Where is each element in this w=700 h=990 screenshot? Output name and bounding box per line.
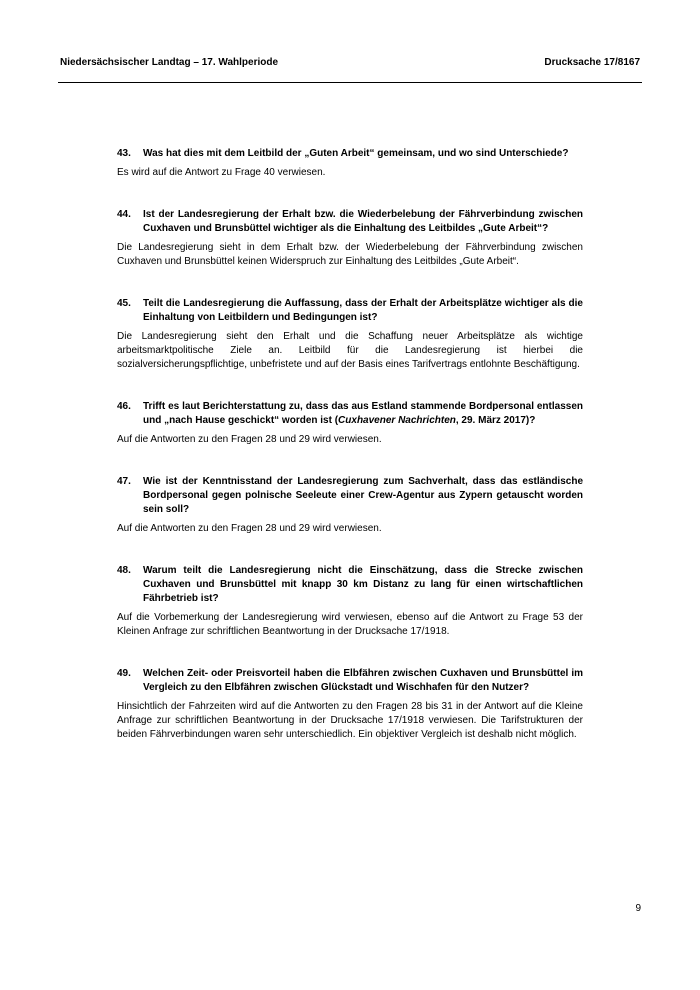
question-text-part: Trifft es laut Berichterstattung zu, dass das aus Estland stammende Bordpersonal entlassen und „nach Hause geschickt“ worden ist (	[143, 401, 583, 426]
question-45	[117, 297, 583, 325]
question-number: 47.	[117, 476, 131, 487]
answer-43: Es wird auf die Antwort zu Frage 40 verwiesen.	[117, 167, 326, 178]
question-text: Teilt die Landesregierung die Auffassung, dass der Erhalt der Arbeitsplätze wichtiger als die Einhaltung von Leitbildern und Bedingungen ist?	[143, 298, 583, 323]
question-text-part: , 29. März 2017)?	[455, 415, 536, 426]
question-text: Ist der Landesregierung der Erhalt bzw. die Wiederbelebung der Fährverbindung zwischen Cuxhaven und Brunsbüttel wichtiger als die Einhaltung des Leitbildes „Gute Arbeit“?	[143, 209, 583, 234]
qa-item-43	[117, 147, 583, 180]
question-text: Wie ist der Kenntnisstand der Landesregierung zum Sachverhalt, dass das estländische Bordpersonal gegen polnische Seeleute einer Crew-Agentur aus Zypern getauscht worden sein soll?	[143, 476, 583, 515]
question-number: 49.	[117, 668, 131, 679]
document-body	[117, 147, 583, 742]
newspaper-title: Cuxhavener Nachrichten	[338, 415, 456, 426]
question-48	[117, 564, 583, 606]
answer-45: Die Landesregierung sieht den Erhalt und die Schaffung neuer Arbeitsplätze als wichtige arbeitsmarktpolitische Ziele an. Leitbild für die Landesregierung ist hierbei die sozialversicherungspflichtige, unbefristete und auf der Basis eines Tarifvertrags entlohnte Beschäftigung.	[117, 331, 583, 370]
qa-item-49	[117, 667, 583, 742]
question-text: Welchen Zeit- oder Preisvorteil haben die Elbfähren zwischen Cuxhaven und Brunsbüttel im Vergleich zu den Elbfähren zwischen Glückstadt und Wischhafen für den Nutzer?	[143, 668, 583, 693]
question-47	[117, 475, 583, 517]
qa-item-46	[117, 400, 583, 447]
answer-49: Hinsichtlich der Fahrzeiten wird auf die Antworten zu den Fragen 28 bis 31 in der Antwort auf die Kleine Anfrage zur schriftlichen Beantwortung in der Drucksache 17/1918 verwiesen. Die Tarifstrukturen der beiden Fährverbindungen waren sehr unterschiedlich. Ein objektiver Vergleich ist deshalb nicht möglich.	[117, 701, 583, 740]
page-header	[60, 57, 640, 68]
qa-item-44	[117, 208, 583, 269]
question-46	[117, 400, 583, 428]
qa-item-48	[117, 564, 583, 639]
page-number: 9	[635, 903, 641, 914]
question-43	[117, 147, 583, 161]
answer-44: Die Landesregierung sieht in dem Erhalt bzw. der Wiederbelebung der Fährverbindung zwischen Cuxhaven und Brunsbüttel keinen Widerspruch zur Einhaltung des Leitbildes „Gute Arbeit“.	[117, 242, 583, 267]
answer-48: Auf die Vorbemerkung der Landesregierung wird verwiesen, ebenso auf die Antwort zu Frage 53 der Kleinen Anfrage zur schriftlichen Beantwortung in der Drucksache 17/1918.	[117, 612, 583, 637]
header-divider	[58, 82, 642, 83]
question-number: 44.	[117, 209, 131, 220]
question-number: 46.	[117, 401, 131, 412]
question-text: Was hat dies mit dem Leitbild der „Guten Arbeit“ gemeinsam, und wo sind Unterschiede?	[143, 148, 569, 159]
answer-47: Auf die Antworten zu den Fragen 28 und 29 wird verwiesen.	[117, 523, 382, 534]
question-44	[117, 208, 583, 236]
qa-item-45	[117, 297, 583, 372]
question-number: 43.	[117, 148, 131, 159]
question-number: 48.	[117, 565, 131, 576]
qa-item-47	[117, 475, 583, 536]
question-number: 45.	[117, 298, 131, 309]
question-text: Warum teilt die Landesregierung nicht die Einschätzung, dass die Strecke zwischen Cuxhaven und Brunsbüttel mit knapp 30 km Distanz zu lang für einen wirtschaftlichen Fährbetrieb ist?	[143, 565, 583, 604]
header-title: Niedersächsischer Landtag – 17. Wahlperiode	[60, 57, 279, 68]
question-text	[143, 400, 583, 428]
question-49	[117, 667, 583, 695]
answer-46: Auf die Antworten zu den Fragen 28 und 29 wird verwiesen.	[117, 434, 382, 445]
document-number: Drucksache 17/8167	[544, 57, 640, 68]
